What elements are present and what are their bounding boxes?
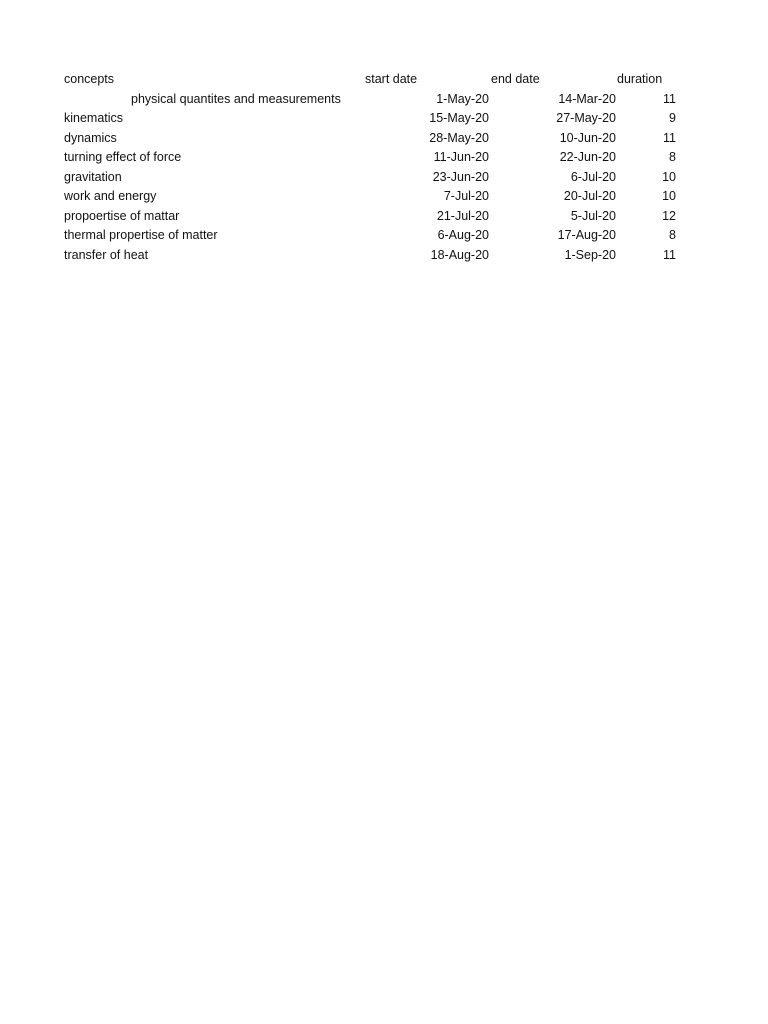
header-duration: duration — [617, 72, 663, 86]
duration-cell: 12 — [662, 208, 676, 223]
concept-cell: thermal propertise of matter — [64, 228, 218, 242]
table-row — [64, 129, 680, 149]
concept-cell: kinematics — [64, 111, 124, 125]
table-row — [64, 148, 680, 168]
start-date-cell: 23-Jun-20 — [432, 169, 489, 184]
concept-cell: turning effect of force — [64, 150, 182, 164]
duration-cell: 8 — [669, 228, 676, 242]
duration-cell: 11 — [663, 130, 676, 145]
start-date-cell: 21-Jul-20 — [436, 208, 489, 223]
end-date-cell: 10-Jun-20 — [559, 130, 616, 145]
header-row — [64, 70, 680, 90]
duration-cell: 11 — [663, 247, 676, 262]
table-row — [64, 226, 680, 246]
table-row — [64, 90, 680, 110]
concept-cell: work and energy — [64, 189, 157, 203]
end-date-cell: 1-Sep-20 — [564, 247, 616, 262]
end-date-cell: 22-Jun-20 — [559, 150, 616, 164]
concept-cell: gravitation — [64, 169, 122, 184]
concept-cell: dynamics — [64, 130, 117, 145]
start-date-cell: 28-May-20 — [429, 130, 489, 145]
table-row — [64, 168, 680, 188]
table-row — [64, 246, 680, 266]
duration-cell: 9 — [669, 111, 676, 125]
schedule-table — [64, 70, 680, 265]
duration-cell: 11 — [663, 91, 676, 106]
start-date-cell: 11-Jun-20 — [433, 150, 489, 164]
start-date-cell: 15-May-20 — [429, 111, 489, 125]
start-date-cell: 6-Aug-20 — [437, 228, 489, 242]
table-row — [64, 109, 680, 129]
end-date-cell: 17-Aug-20 — [557, 228, 616, 242]
end-date-cell: 20-Jul-20 — [563, 189, 616, 203]
duration-cell: 10 — [662, 169, 676, 184]
end-date-cell: 5-Jul-20 — [570, 208, 616, 223]
table-row — [64, 207, 680, 227]
end-date-cell: 27-May-20 — [556, 111, 616, 125]
header-end-date: end date — [491, 72, 540, 86]
header-start-date: start date — [365, 72, 418, 86]
table-row — [64, 187, 680, 207]
start-date-cell: 7-Jul-20 — [443, 189, 489, 203]
duration-cell: 10 — [662, 189, 676, 203]
concept-cell: propoertise of mattar — [64, 208, 180, 223]
duration-cell: 8 — [669, 150, 676, 164]
header-concepts: concepts — [64, 72, 115, 86]
end-date-cell: 14-Mar-20 — [558, 91, 616, 106]
start-date-cell: 1-May-20 — [436, 91, 489, 106]
concept-cell: transfer of heat — [64, 247, 149, 262]
start-date-cell: 18-Aug-20 — [430, 247, 489, 262]
end-date-cell: 6-Jul-20 — [570, 169, 616, 184]
concept-cell: physical quantites and measurements — [131, 91, 341, 106]
